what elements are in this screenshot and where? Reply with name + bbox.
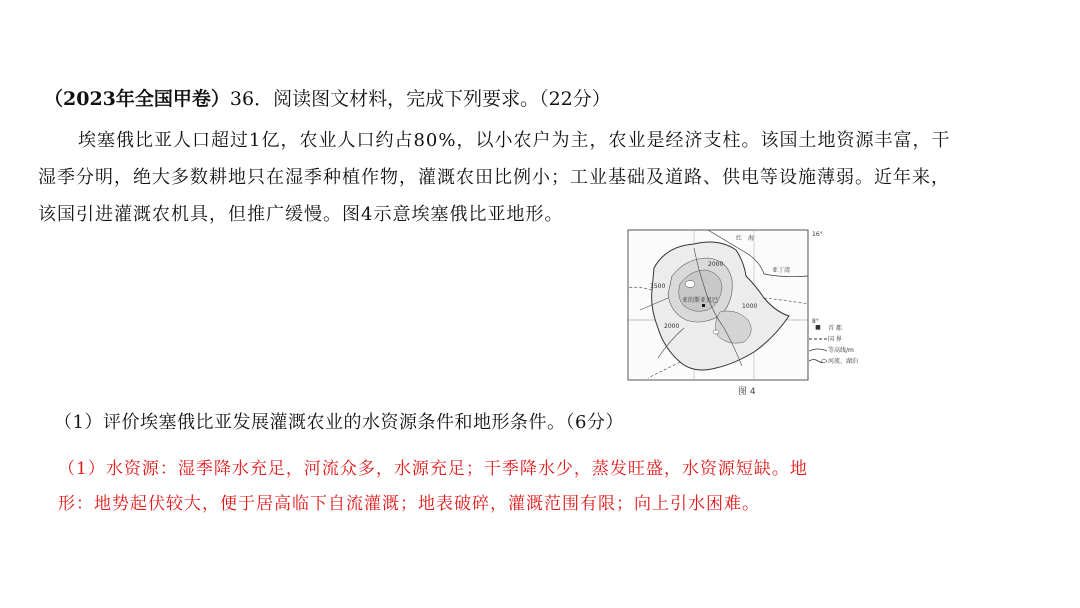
passage-line: 埃塞俄比亚人口超过1亿，农业人口约占80%，以小农户为主，农业是经济支柱。该国土地资源丰富，干: [78, 130, 951, 151]
answer-line: （1）水资源：湿季降水充足，河流众多，水源充足；干季降水少，蒸发旺盛，水资源短缺。地: [58, 459, 808, 479]
material-passage: [38, 122, 1018, 233]
ethiopia-terrain-map: [624, 228, 894, 403]
contour-label: 2000: [664, 323, 680, 330]
sub-question: （1）评价埃塞俄比亚发展灌溉农业的水资源条件和地形条件。（6分）: [54, 412, 624, 433]
legend-row-border: [808, 333, 898, 344]
river-lake-icon: [808, 358, 828, 364]
contour-label: 1500: [650, 283, 666, 290]
legend-row-capital: [808, 322, 898, 333]
question-source: （2023年全国甲卷）: [44, 88, 230, 110]
contour-line-icon: [808, 347, 828, 353]
question-instruction: 36．阅读图文材料，完成下列要求。（22分）: [229, 88, 611, 110]
latitude-label-top: 16°: [812, 231, 823, 238]
passage-line: 湿季分明，绝大多数耕地只在湿季种植作物，灌溉农田比例小；工业基础及道路、供电等设施薄弱。近年来，: [38, 167, 950, 188]
red-sea-label: 红 海: [736, 235, 755, 242]
legend-row-contour: [808, 344, 898, 355]
figure-caption: 图 4: [738, 387, 756, 397]
capital-symbol-icon: ■: [815, 324, 821, 331]
capital-marker: [702, 304, 705, 307]
answer-text: [58, 452, 958, 522]
latitude-label-mid: 8°: [812, 318, 819, 325]
contour-label: 2000: [708, 261, 724, 268]
capital-label: 亚的斯亚贝巴: [682, 297, 719, 304]
legend-row-river: [808, 355, 898, 366]
answer-line: 形：地势起伏较大，便于居高临下自流灌溉；地表破碎，灌溉范围有限；向上引水困难。: [58, 494, 760, 514]
legend-label: 河流、湖泊: [828, 358, 859, 365]
question-heading: [44, 86, 611, 112]
map-legend: [808, 322, 898, 366]
legend-label: 国 界: [828, 336, 842, 343]
legend-label: 等高线/m: [828, 347, 854, 354]
contour-label: 1000: [742, 303, 758, 310]
legend-label: 首 都: [828, 325, 842, 332]
passage-line: 该国引进灌溉农机具，但推广缓慢。图4示意埃塞俄比亚地形。: [38, 204, 564, 225]
gulf-of-aden-label: 亚丁湾: [772, 267, 791, 274]
border-line-icon: [808, 337, 828, 341]
